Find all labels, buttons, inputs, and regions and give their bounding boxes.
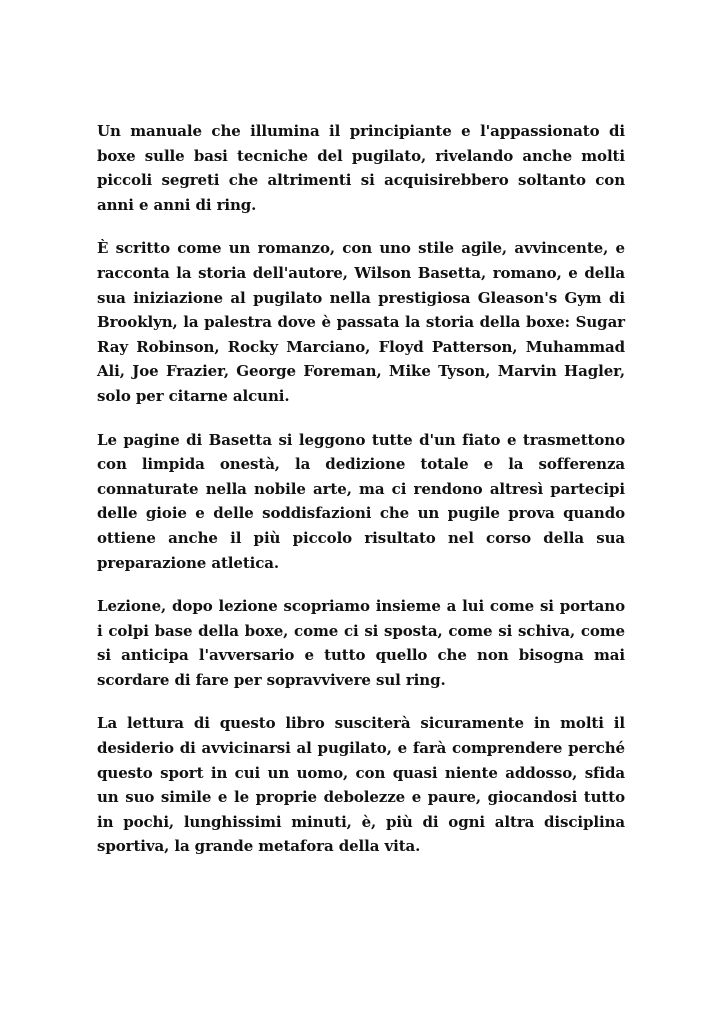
text-column	[97, 119, 625, 878]
paragraph-4: Lezione, dopo lezione scopriamo insieme a lui come si portano i colpi base della boxe, come ci si sposta, come si schiva, come si anticipa l'avversario e tutto quello che non bisogna mai scordare di fare per sopravvivere sul ring.	[97, 597, 625, 689]
paragraph-1: Un manuale che illumina il principiante e l'appassionato di boxe sulle basi tecniche del pugilato, rivelando anche molti piccoli segreti che altrimenti si acquisirebbero soltanto con anni e anni di ring.	[97, 122, 625, 214]
paragraph-2: È scritto come un romanzo, con uno stile agile, avvincente, e racconta la storia dell'autore, Wilson Basetta, romano, e della sua iniziazione al pugilato nella prestigiosa Gleason's Gym di Brooklyn, la palestra dove è passata la storia della boxe: Sugar Ray Robinson, Rocky Marciano, Floyd Patterson, Muhammad Ali, Joe Frazier, George Foreman, Mike Tyson, Marvin Hagler, solo per citarne alcuni.	[97, 239, 625, 405]
paragraph-5: La lettura di questo libro susciterà sicuramente in molti il desiderio di avvicinarsi al pugilato, e farà comprendere perché questo sport in cui un uomo, con quasi niente addosso, sfida un suo simile e le proprie debolezze e paure, giocandosi tutto in pochi, lunghissimi minuti, è, più di ogni altra disciplina sportiva, la grande metafora della vita.	[97, 714, 625, 856]
paragraph-3: Le pagine di Basetta si leggono tutte d'un fiato e trasmettono con limpida onestà, la dedizione totale e la sofferenza connaturate nella nobile arte, ma ci rendono altresì partecipi delle gioie e delle soddisfazioni che un pugile prova quando ottiene anche il più piccolo risultato nel corso della sua preparazione atletica.	[97, 430, 625, 572]
